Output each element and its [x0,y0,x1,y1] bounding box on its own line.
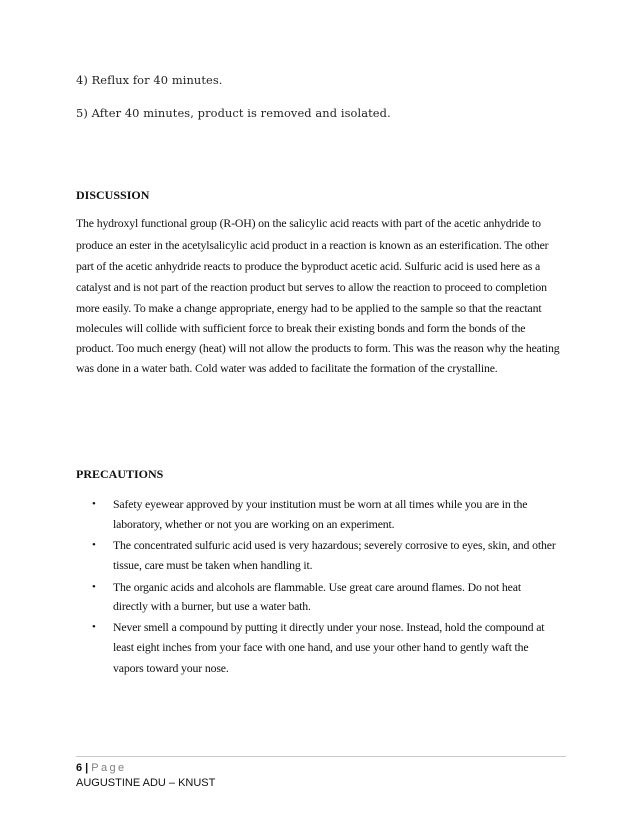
bullet-icon: • [92,621,96,633]
discussion-line: catalyst and is not part of the reaction product but serves to allow the reaction to proceed to completion [76,280,547,294]
list-item-line: tissue, care must be taken when handling it. [113,558,313,572]
procedure-step-5: 5) After 40 minutes, product is removed and isolated. [76,106,391,120]
list-item-line: vapors toward your nose. [113,661,229,675]
discussion-line: produce an ester in the acetylsalicylic acid product in a reaction is known as an esterification. The other [76,238,549,252]
discussion-line: part of the acetic anhydride reacts to produce the byproduct acetic acid. Sulfuric acid is used here as a [76,259,541,273]
list-item-line: Never smell a compound by putting it directly under your nose. Instead, hold the compound at [113,620,545,634]
discussion-line: more easily. To make a change appropriate, energy had to be applied to the sample so that the reactant [76,301,542,315]
list-item-line: least eight inches from your face with one hand, and use your other hand to gently waft the [113,640,529,654]
discussion-line: The hydroxyl functional group (R-OH) on the salicylic acid reacts with part of the acetic anhydride to [76,216,541,230]
list-item-line: directly with a burner, but use a water bath. [113,599,311,613]
footer-author: AUGUSTINE ADU – KNUST [76,777,216,789]
discussion-line: molecules will collide with sufficient force to break their existing bonds and form the bonds of the [76,321,526,335]
bullet-icon: • [92,539,96,551]
list-item-line: The concentrated sulfuric acid used is very hazardous; severely corrosive to eyes, skin, and other [113,538,556,552]
page-word: Page [91,762,127,774]
list-item-line: The organic acids and alcohols are flammable. Use great care around flames. Do not heat [113,580,521,594]
discussion-line: was done in a water bath. Cold water was added to facilitate the formation of the crystalline. [76,361,498,375]
discussion-line: product. Too much energy (heat) will not allow the products to form. This was the reason why the heating [76,341,560,355]
list-item-line: Safety eyewear approved by your institution must be worn at all times while you are in the [113,497,528,511]
page-number-value: 6 [76,762,83,774]
page-number [76,762,127,774]
precautions-heading: PRECAUTIONS [76,467,164,481]
footer-divider [76,756,566,757]
bullet-icon: • [92,498,96,510]
discussion-heading: DISCUSSION [76,188,150,202]
list-item-line: laboratory, whether or not you are working on an experiment. [113,517,395,531]
bullet-icon: • [92,581,96,593]
page-separator: | [85,762,89,774]
procedure-step-4: 4) Reflux for 40 minutes. [76,73,223,87]
